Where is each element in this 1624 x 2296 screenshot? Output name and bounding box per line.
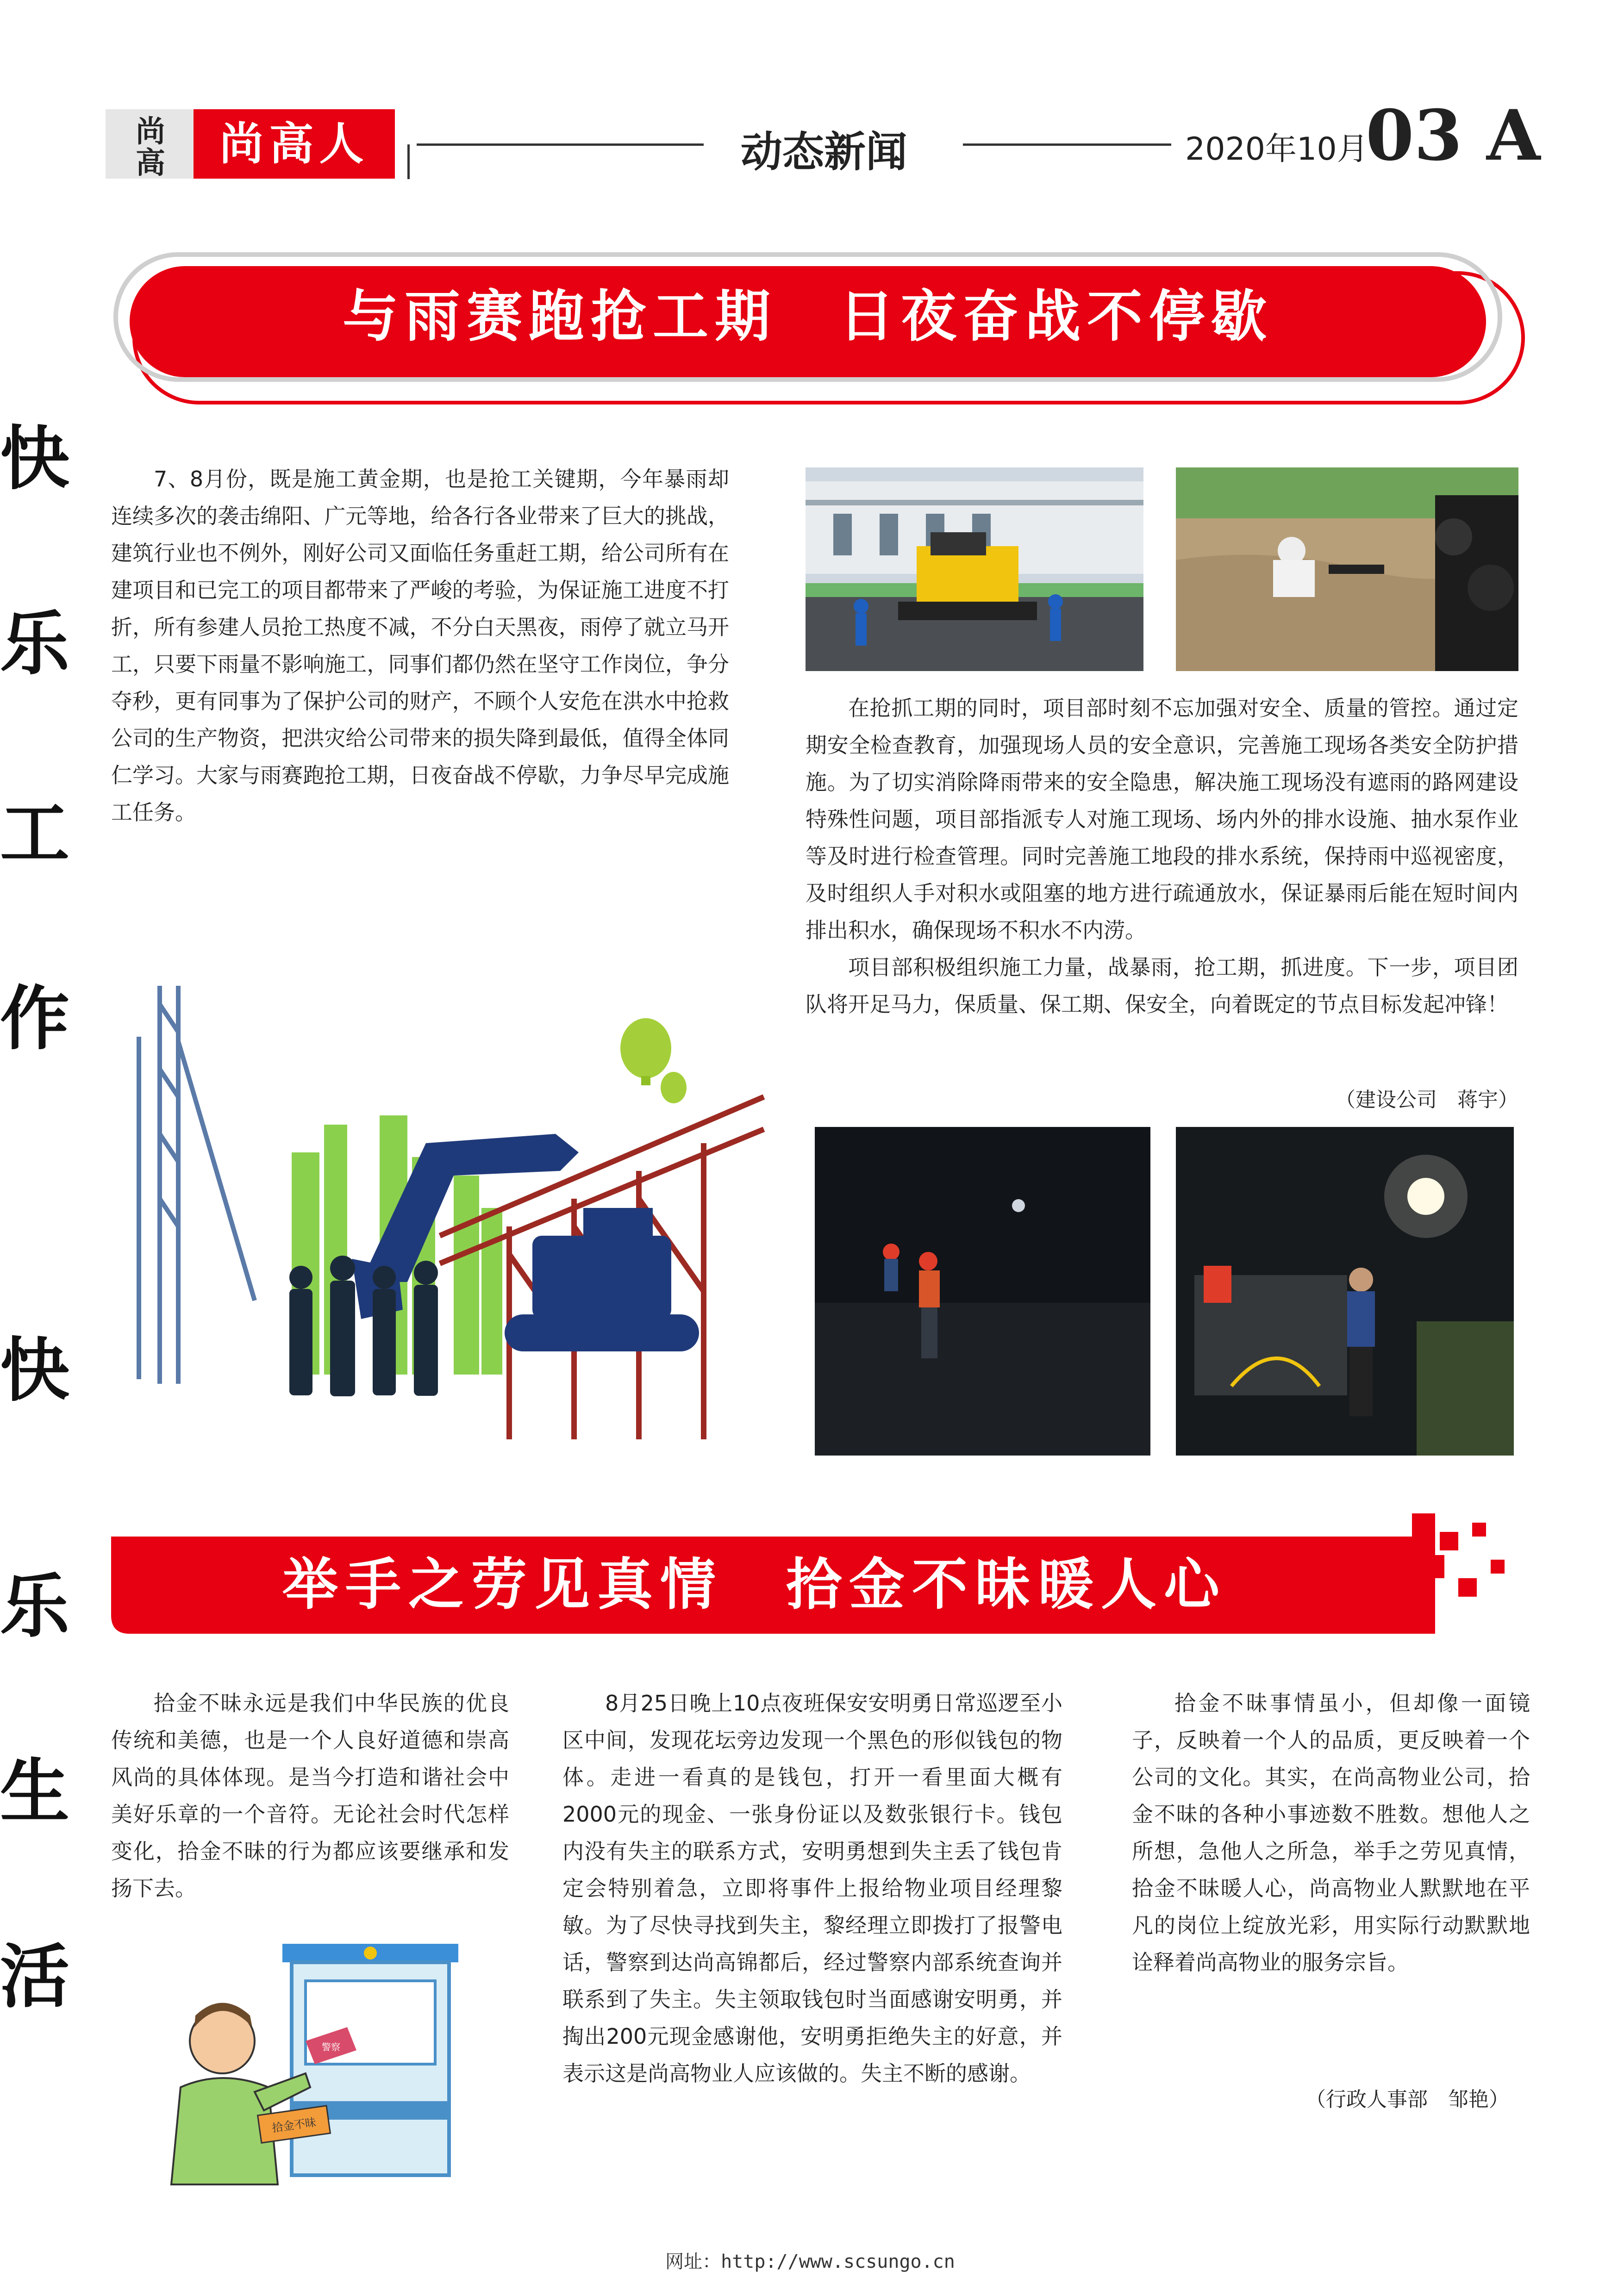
- person-icon: [171, 2003, 310, 2185]
- page-number: 03 A: [1366, 95, 1541, 176]
- side-slogan-char: 快: [0, 418, 70, 499]
- article2-paragraph: 8月25日晚上10点夜班保安安明勇日常巡逻至小区中间，发现花坛旁边发现一个黑色的形似钱包的物体。走进一看真的是钱包，打开一看里面大概有2000元的现金、一张身份证以及数张银行卡。钱包内没有失主的联系方式，安明勇想到失主丢了钱包肯定会特别着急，立即将事件上报给物业项目经理黎敏。为了尽快寻找到失主，黎经理立即拨打了报警电话，警察到达尚高锦都后，经过警察内部系统查询并联系到了失主。失主领取钱包时当面感谢安明勇，并掏出200元现金感谢他，安明勇拒绝失主的好意，并表示这是尚高物业人应该做的。失主不断的感谢。: [562, 1691, 1062, 2086]
- article2-title: 举手之劳见真情 拾金不昧暖人心: [282, 1553, 1227, 1617]
- brand-name: 尚高人: [219, 118, 369, 170]
- svg-text:尚: 尚: [136, 114, 163, 149]
- side-slogan-char: 工: [0, 793, 70, 874]
- pixel-squares-icon: [1380, 1504, 1518, 1611]
- issue-date: 2020年10月: [1185, 131, 1368, 168]
- badge-icon: [364, 1947, 377, 1960]
- article1-col2: [806, 690, 1518, 1023]
- photo-night-machinery: [1176, 1127, 1514, 1456]
- side-slogan-char: 乐: [0, 1566, 70, 1647]
- article2-paragraph: 拾金不昧永远是我们中华民族的优良传统和美德，也是一个人良好道德和崇高风尚的具体体现。是当今打造和谐社会中美好乐章的一个音符。无论社会时代怎样变化，拾金不昧的行为都应该要继承和发扬下去。: [111, 1691, 509, 1901]
- article1-title: 与雨赛跑抢工期 日夜奋战不停歇: [343, 285, 1273, 349]
- header-rule-right: [963, 143, 1171, 146]
- article1-paragraph: 在抢抓工期的同时，项目部时刻不忘加强对安全、质量的管控。通过定期安全检查教育，加强现场人员的安全意识，完善施工现场各类安全防护措施。为了切实消除降雨带来的安全隐患，解决施工现场没有遮雨的路网建设特殊性问题，项目部指派专人对施工现场、场内外的排水设施、抽水泵作业等及时进行检查管理。同时完善施工地段的排水系统，保持雨中巡视密度，及时组织人手对积水或阻塞的地方进行疏通放水，保证暴雨后能在短时间内排出积水，确保现场不积水不内涝。: [806, 696, 1518, 943]
- article1-credit: （建设公司 蒋宇）: [1335, 1088, 1518, 1112]
- balloon-icon: [620, 1018, 687, 1103]
- article2-col3: [1132, 1685, 1530, 1981]
- photo-paving-machine: [806, 467, 1143, 671]
- header-divider: [407, 144, 410, 179]
- article1-paragraph: 项目部积极组织施工力量，战暴雨，抢工期，抓进度。下一步，项目团队将开足马力，保质量、保工期、保安全，向着既定的节点目标发起冲锋！: [806, 955, 1518, 1017]
- article1-col1: [111, 460, 729, 831]
- photo-night-workers: [815, 1127, 1150, 1456]
- side-slogan-char: 活: [0, 1936, 70, 2017]
- article2-col2: [562, 1685, 1062, 2092]
- section-title: 动态新闻: [741, 128, 907, 176]
- footer-label: 网址：: [665, 2251, 721, 2272]
- illustration-sign: 拾金不昧: [271, 2116, 317, 2135]
- photo-flood-rescue: [1176, 467, 1518, 671]
- side-slogan-char: 作: [0, 978, 70, 1059]
- article2-paragraph: 拾金不昧事情虽小，但却像一面镜子，反映着一个人的品质，更反映着一个公司的文化。其实，在尚高物业公司，拾金不昧的各种小事迹数不胜数。想他人之所想，急他人之所急，举手之劳见真情，拾金不昧暖人心，尚高物业人默默地在平凡的岗位上绽放光彩，用实际行动默默地诠释着尚高物业的服务宗旨。: [1132, 1691, 1530, 1975]
- lost-and-found-illustration: [153, 1935, 477, 2184]
- illustration-tag: 警察: [322, 2041, 340, 2053]
- svg-text:高: 高: [136, 146, 163, 180]
- article2-credit: （行政人事部 邹艳）: [1305, 2088, 1509, 2111]
- construction-illustration: [102, 977, 773, 1444]
- article2-col1: [111, 1685, 509, 1907]
- footer-url[interactable]: http://www.scsungo.cn: [721, 2251, 955, 2272]
- side-slogan-char: 快: [0, 1330, 70, 1411]
- side-slogan-char: 乐: [0, 603, 70, 684]
- footer: [579, 2247, 1042, 2273]
- logo-icon: [106, 109, 194, 179]
- logo-mark: [106, 109, 194, 179]
- header-rule-left: [417, 143, 704, 146]
- article1-paragraph: 7、8月份，既是施工黄金期，也是抢工关键期，今年暴雨却连续多次的袭击绵阳、广元等地，给各行各业带来了巨大的挑战，建筑行业也不例外，刚好公司又面临任务重赶工期，给公司所有在建项目和已完工的项目都带来了严峻的考验，为保证施工进度不打折，所有参建人员抢工热度不减，不分白天黑夜，雨停了就立马开工，只要下雨量不影响施工，同事们都仍然在坚守工作岗位，争分夺秒，更有同事为了保护公司的财产，不顾个人安危在洪水中抢救公司的生产物资，把洪灾给公司带来的损失降到最低，值得全体同仁学习。大家与雨赛跑抢工期，日夜奋战不停歇，力争尽早完成施工任务。: [111, 467, 729, 825]
- side-slogan-char: 生: [0, 1751, 70, 1832]
- pile-driver-icon: [139, 986, 255, 1384]
